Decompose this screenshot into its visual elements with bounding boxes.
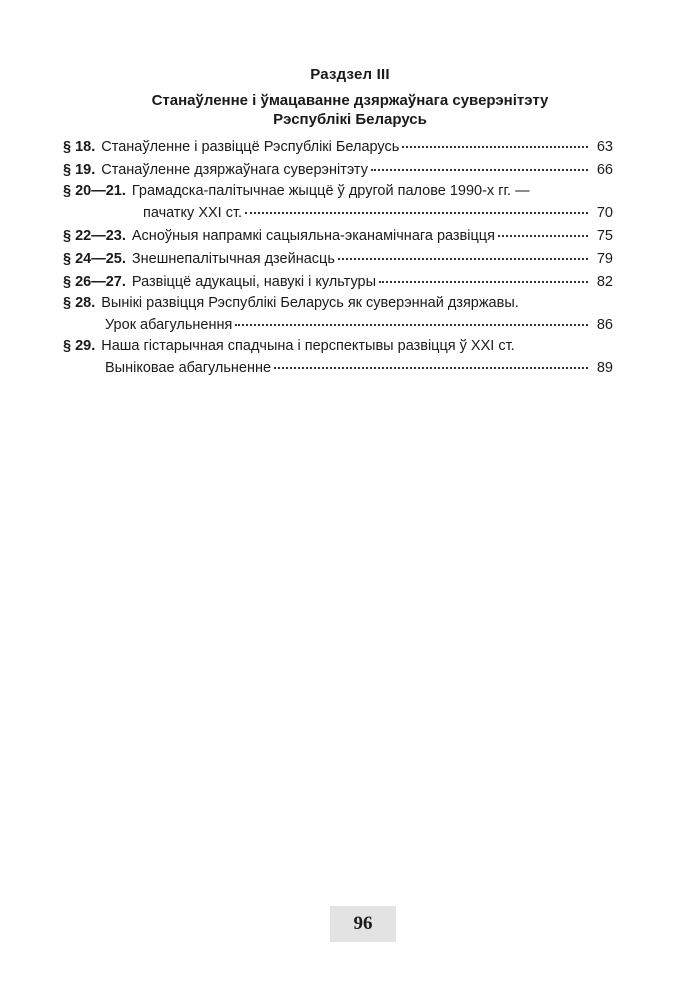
toc-entry-18[interactable] [63, 135, 613, 155]
page-number: 96 [330, 906, 396, 942]
toc-entry-title: Станаўленне і развіццё Рэспублікі Беларусь [101, 139, 400, 155]
toc-entry-number: § 20—21. [63, 183, 126, 199]
dot-leader [338, 244, 588, 260]
toc-entry-page: 63 [596, 139, 613, 155]
toc-entry-number: § 22—23. [63, 228, 126, 244]
dot-leader [235, 310, 588, 326]
toc-entry-title: Асноўныя напрамкі сацыяльна-эканамічнага развіцця [131, 228, 495, 244]
section-title [0, 91, 700, 129]
dot-leader [402, 132, 588, 148]
toc-entry-number: § 26—27. [63, 274, 126, 290]
section-title-line-2: Рэспублікі Беларусь [273, 111, 427, 128]
toc-entry-title: Грамадска-палітычнае жыццё ў другой палове 1990-х гг. — [131, 183, 530, 199]
toc-entry-title: Вынікі развіцця Рэспублікі Беларусь як суверэннай дзяржавы. [101, 295, 519, 311]
dot-leader [245, 198, 588, 214]
toc-entry-title-continued: пачатку XXI ст. [143, 205, 243, 221]
toc-entry-page: 86 [596, 317, 613, 333]
toc-entry-24-25[interactable] [63, 247, 613, 267]
table-of-contents [63, 135, 613, 379]
dot-leader [274, 353, 588, 369]
toc-entry-page: 82 [596, 274, 613, 290]
toc-entry-title: Развіццё адукацыі, навукі і культуры [131, 274, 377, 290]
toc-entry-page: 75 [596, 228, 613, 244]
dot-leader [379, 267, 588, 283]
toc-entry-title-continued: Выніковае абагульненне [105, 360, 272, 376]
toc-entry-title: Знешнепалітычная дзейнасць [131, 251, 335, 267]
dot-leader [498, 221, 588, 237]
toc-entry-26-27[interactable] [63, 270, 613, 290]
toc-entry-28[interactable] [63, 293, 613, 333]
toc-entry-number: § 18. [63, 139, 96, 155]
toc-entry-19[interactable] [63, 158, 613, 178]
toc-entry-title: Наша гістарычная спадчына і перспектывы развіцця ў XXI ст. [101, 338, 515, 354]
toc-entry-29[interactable] [63, 336, 613, 376]
toc-entry-22-23[interactable] [63, 224, 613, 244]
toc-entry-number: § 19. [63, 162, 96, 178]
toc-entry-page: 66 [596, 162, 613, 178]
section-title-line-1: Станаўленне і ўмацаванне дзяржаўнага суверэнітэту [151, 92, 549, 109]
section-label: Раздзел III [310, 66, 390, 83]
toc-entry-number: § 28. [63, 295, 96, 311]
toc-entry-page: 70 [596, 205, 613, 221]
toc-entry-20-21[interactable] [63, 181, 613, 221]
toc-entry-page: 89 [596, 360, 613, 376]
dot-leader [371, 155, 588, 171]
toc-entry-number: § 29. [63, 338, 96, 354]
toc-entry-number: § 24—25. [63, 251, 126, 267]
toc-entry-page: 79 [596, 251, 613, 267]
toc-entry-title-continued: Урок абагульнення [105, 317, 233, 333]
toc-entry-title: Станаўленне дзяржаўнага суверэнітэту [101, 162, 368, 178]
